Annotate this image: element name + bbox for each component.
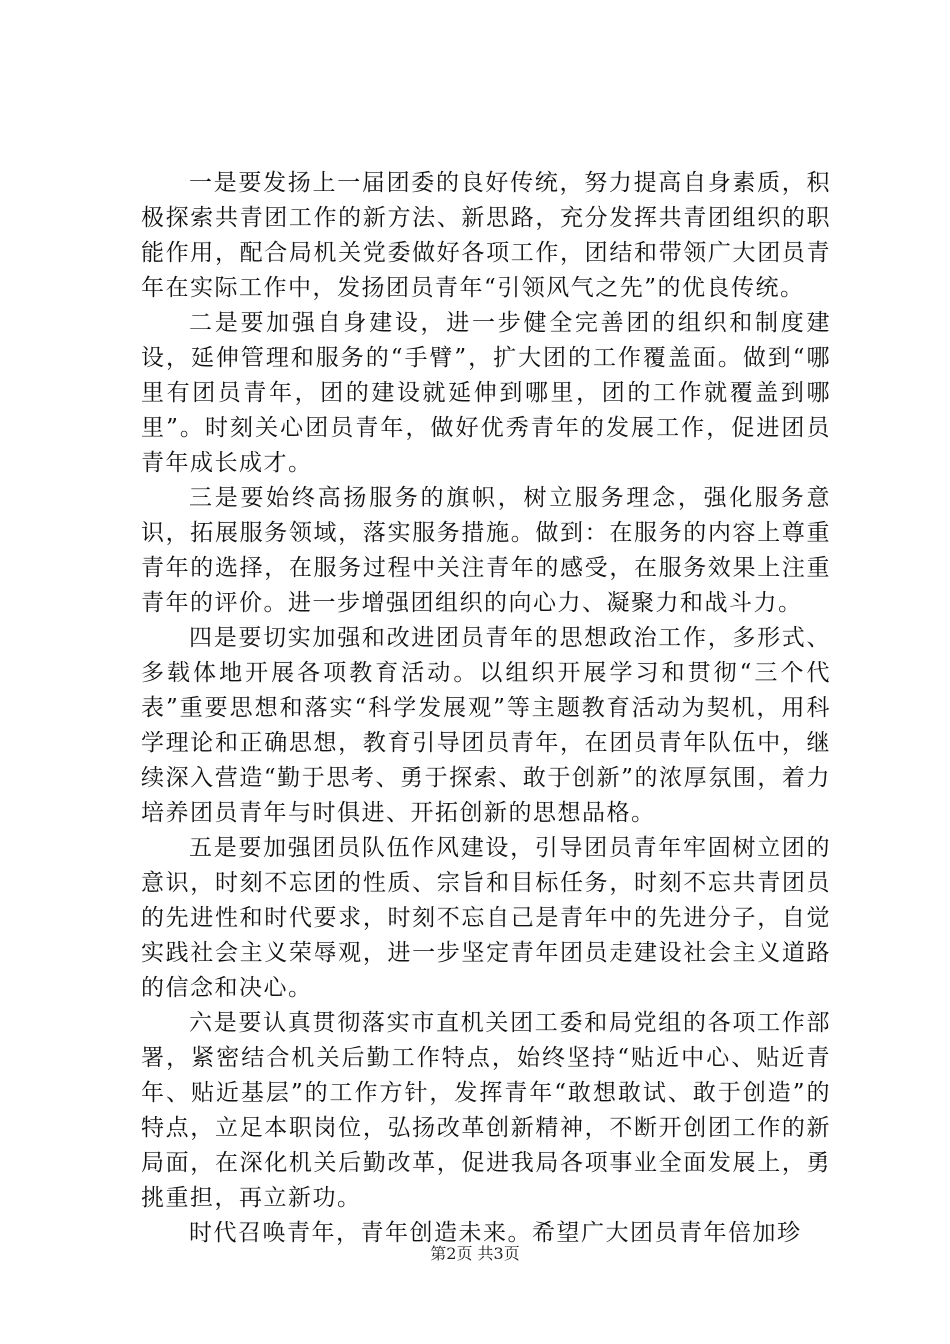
paragraph-6: 六是要认真贯彻落实市直机关团工委和局党组的各项工作部署，紧密结合机关后勤工作特点，始终坚持“贴近中心、贴近青年、贴近基层”的工作方针，发挥青年“敢想敢试、敢于创造”的特点，立足本职岗位，弘扬改革创新精神，不断开创团工作的新局面，在深化机关后勤改革，促进我局各项事业全面发展上，勇挑重担，再立新功。 [141,1010,831,1211]
document-body [141,166,831,1251]
page-footer [0,1244,950,1264]
page-indicator: 第2页 共3页 [430,1244,520,1263]
paragraph-2: 二是要加强自身建设，进一步健全完善团的组织和制度建设，延伸管理和服务的“手臂”，扩大团的工作覆盖面。做到“哪里有团员青年，团的建设就延伸到哪里，团的工作就覆盖到哪里”。时刻关心团员青年，做好优秀青年的发展工作，促进团员青年成长成才。 [141,310,831,476]
paragraph-1: 一是要发扬上一届团委的良好传统，努力提高自身素质，积极探索共青团工作的新方法、新思路，充分发挥共青团组织的职能作用，配合局机关党委做好各项工作，团结和带领广大团员青年在实际工作中，发扬团员青年“引领风气之先”的优良传统。 [141,170,831,301]
paragraph-4: 四是要切实加强和改进团员青年的思想政治工作，多形式、多载体地开展各项教育活动。以组织开展学习和贯彻“三个代表”重要思想和落实“科学发展观”等主题教育活动为契机，用科学理论和正确思想，教育引导团员青年，在团员青年队伍中，继续深入营造“勤于思考、勇于探索、敢于创新”的浓厚氛围，着力培养团员青年与时俱进、开拓创新的思想品格。 [141,625,831,826]
paragraph-3: 三是要始终高扬服务的旗帜，树立服务理念，强化服务意识，拓展服务领域，落实服务措施。做到：在服务的内容上尊重青年的选择，在服务过程中关注青年的感受，在服务效果上注重青年的评价。进一步增强团组织的向心力、凝聚力和战斗力。 [141,485,831,616]
paragraph-5: 五是要加强团员队伍作风建设，引导团员青年牢固树立团的意识，时刻不忘团的性质、宗旨和目标任务，时刻不忘共青团员的先进性和时代要求，时刻不忘自己是青年中的先进分子，自觉实践社会主义荣辱观，进一步坚定青年团员走建设社会主义道路的信念和决心。 [141,835,831,1001]
paragraph-7: 时代召唤青年，青年创造未来。希望广大团员青年倍加珍 [189,1220,802,1246]
